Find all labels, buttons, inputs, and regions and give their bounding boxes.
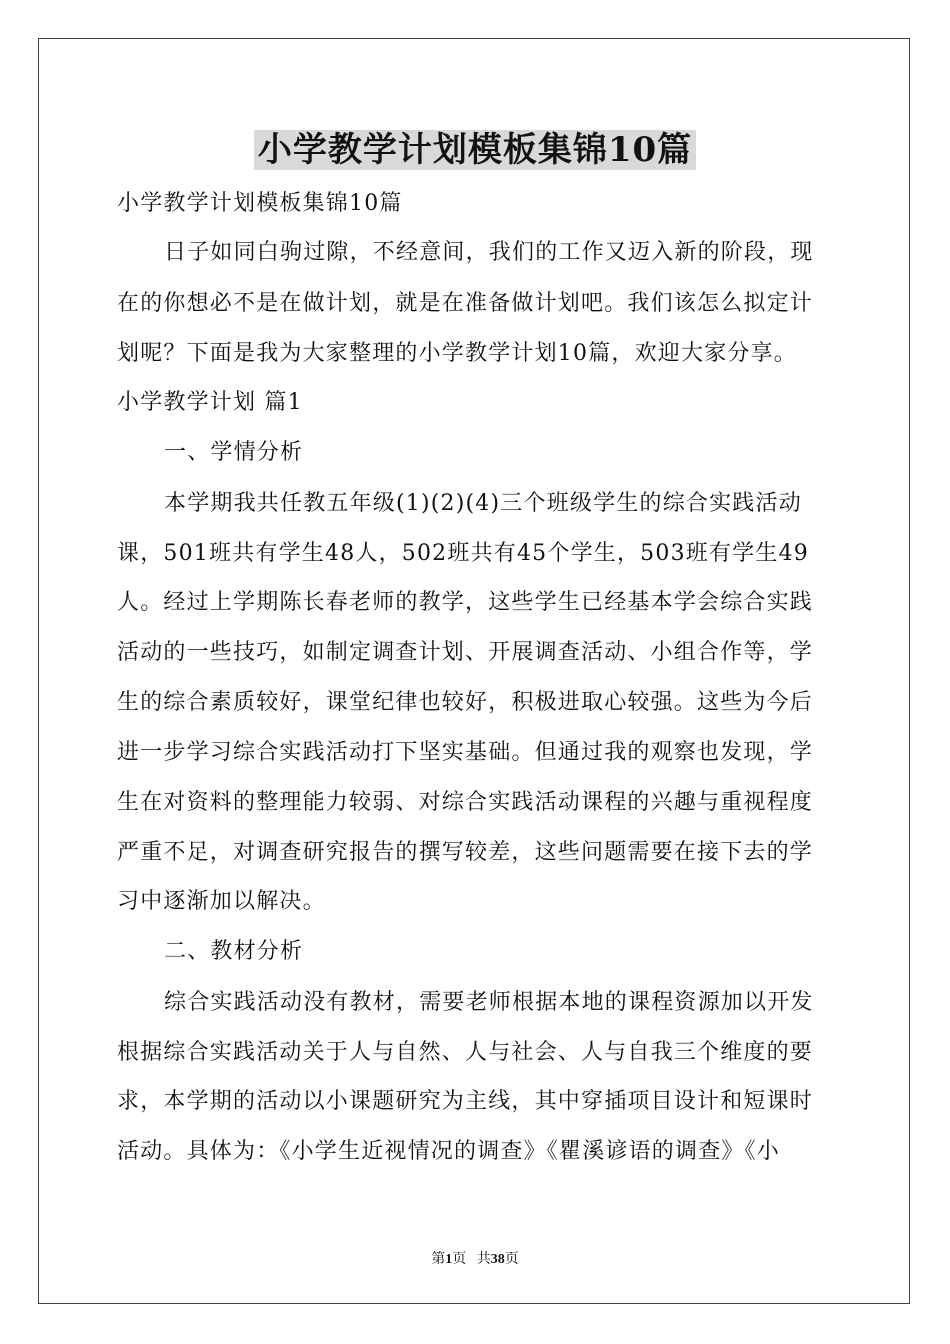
paragraph-line: 生在对资料的整理能力较弱、对综合实践活动课程的兴趣与重视程度 <box>117 790 814 815</box>
subtitle-line: 小学教学计划模板集锦10篇 <box>117 191 403 216</box>
paragraph-line: 进一步学习综合实践活动打下坚实基础。但通过我的观察也发现，学 <box>117 740 814 765</box>
paragraph-line: 划呢？下面是我为大家整理的小学教学计划10篇，欢迎大家分享。 <box>117 341 797 366</box>
paragraph-line: 课，501班共有学生48人，502班共有45个学生，503班有学生49 <box>117 541 809 566</box>
paragraph-line: 在的你想必不是在做计划，就是在准备做计划吧。我们该怎么拟定计 <box>117 291 814 316</box>
footer-page-number: 1 <box>445 1252 453 1267</box>
footer-total-suffix: 页 <box>504 1252 519 1267</box>
subsection-heading: 一、学情分析 <box>164 440 304 465</box>
paragraph-line: 习中逐渐加以解决。 <box>117 889 326 914</box>
paragraph-line: 生的综合素质较好，课堂纪律也较好，积极进取心较强。这些为今后 <box>117 690 814 715</box>
paragraph-line: 活动的一些技巧，如制定调查计划、开展调查活动、小组合作等，学 <box>117 640 814 665</box>
paragraph-line: 求，本学期的活动以小课题研究为主线，其中穿插项目设计和短课时 <box>117 1089 814 1114</box>
paragraph-line: 根据综合实践活动关于人与自然、人与社会、人与自我三个维度的要 <box>117 1040 814 1065</box>
paragraph-line: 本学期我共任教五年级(1)(2)(4)三个班级学生的综合实践活动 <box>164 491 802 516</box>
paragraph-line: 综合实践活动没有教材，需要老师根据本地的课程资源加以开发 <box>164 990 814 1015</box>
footer-total-pages: 38 <box>490 1252 505 1267</box>
paragraph-line: 日子如同白驹过隙，不经意间，我们的工作又迈入新的阶段，现 <box>164 240 814 265</box>
document-title-text: 小学教学计划模板集锦10篇 <box>254 130 696 170</box>
subsection-heading: 二、教材分析 <box>164 939 304 964</box>
paragraph-line: 活动。具体为：《小学生近视情况的调查》《瞿溪谚语的调查》《小 <box>117 1139 781 1164</box>
footer-page-suffix: 页 <box>452 1252 467 1267</box>
paragraph-line: 严重不足，对调查研究报告的撰写较差，这些问题需要在接下去的学 <box>117 840 814 865</box>
paragraph-line: 人。经过上学期陈长春老师的教学，这些学生已经基本学会综合实践 <box>117 590 814 615</box>
document-title <box>0 122 950 171</box>
footer-prefix: 第 <box>431 1252 446 1267</box>
footer-total-prefix: 共 <box>476 1252 491 1267</box>
section-heading: 小学教学计划 篇1 <box>117 390 303 415</box>
page-footer <box>0 1248 950 1268</box>
